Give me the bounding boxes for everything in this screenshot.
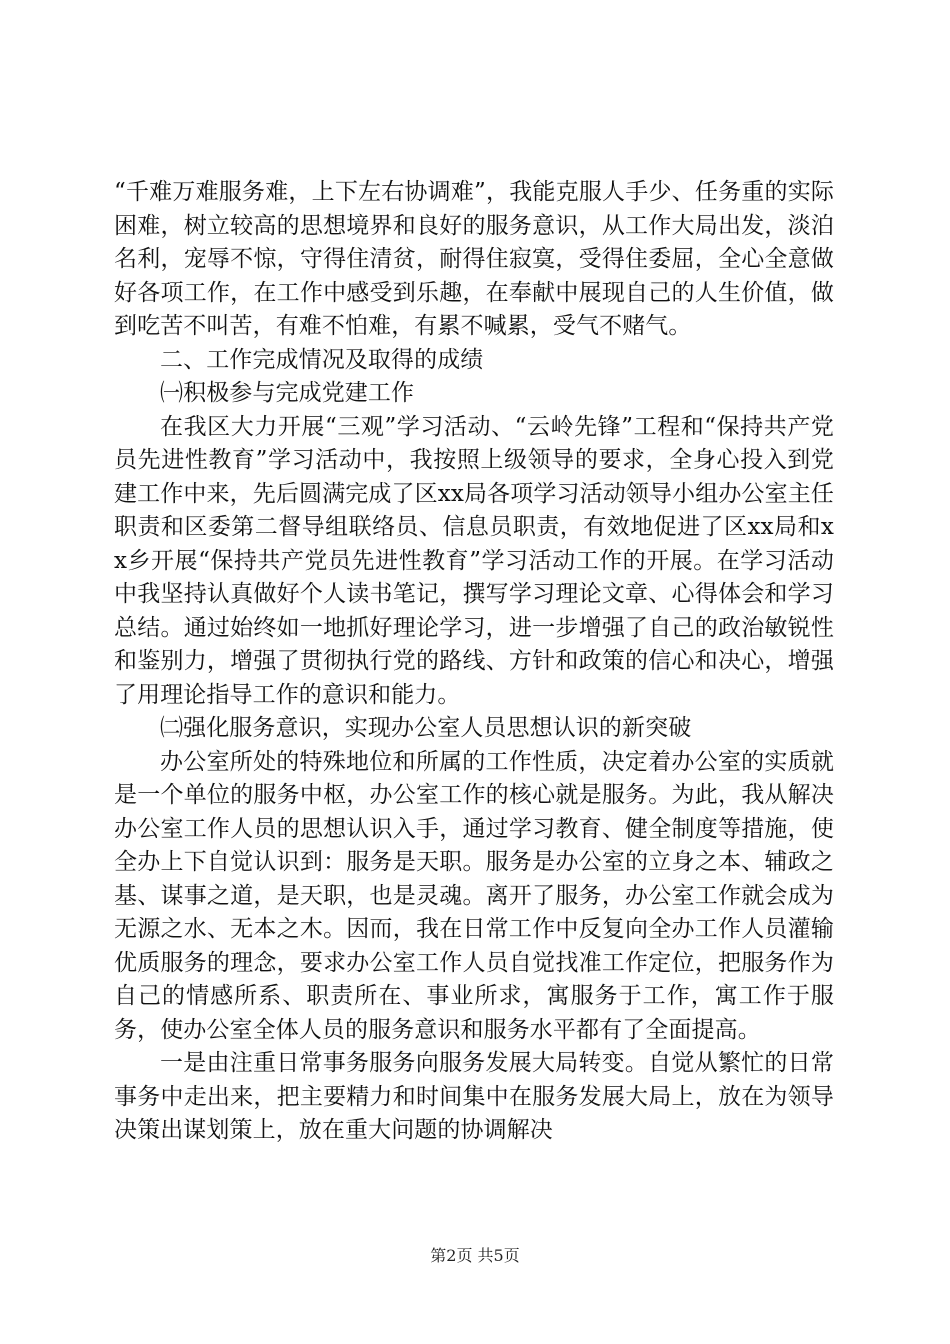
document-body xyxy=(114,176,834,1148)
subsection-heading-service-awareness: ㈡强化服务意识，实现办公室人员思想认识的新突破 xyxy=(160,715,692,741)
section-heading-work-results: 二、工作完成情况及取得的成绩 xyxy=(160,346,484,373)
paragraph-continuation: “千难万难服务难，上下左右协调难”，我能克服人手少、任务重的实际困难，树立较高的思想境界和良好的服务意识，从工作大局出发，淡泊名利，宠辱不惊，守得住清贫，耐得住寂寞，受得住委屈，全心全意做好各项工作，在工作中感受到乐趣，在奉献中展现自己的人生价值，做到吃苦不叫苦，有难不怕难，有累不喊累，受气不赌气。 xyxy=(114,179,834,339)
paragraph-party-building: 在我区大力开展“三观”学习活动、“云岭先锋”工程和“保持共产党员先进性教育”学习活动中，我按照上级领导的要求，全身心投入到党建工作中来，先后圆满完成了区xx局各项学习活动领导小组办公室主任职责和区委第二督导组联络员、信息员职责，有效地促进了区xx局和xx乡开展“保持共产党员先进性教育”学习活动工作的开展。在学习活动中我坚持认真做好个人读书笔记，撰写学习理论文章、心得体会和学习总结。通过始终如一地抓好理论学习，进一步增强了自己的政治敏锐性和鉴别力，增强了贯彻执行党的路线、方针和政策的信心和决心，增强了用理论指导工作的意识和能力。 xyxy=(114,413,834,708)
page-footer: 第2页 共5页 xyxy=(430,1246,520,1265)
subsection-heading-party-building: ㈠积极参与完成党建工作 xyxy=(160,380,415,406)
paragraph-overall-development: 一是由注重日常事务服务向服务发展大局转变。自觉从繁忙的日常事务中走出来，把主要精力和时间集中在服务发展大局上，放在为领导决策出谋划策上，放在重大问题的协调解决 xyxy=(114,1050,834,1143)
paragraph-service-awareness: 办公室所处的特殊地位和所属的工作性质，决定着办公室的实质就是一个单位的服务中枢，办公室工作的核心就是服务。为此，我从解决办公室工作人员的思想认识入手，通过学习教育、健全制度等措施，使全办上下自觉认识到：服务是天职。服务是办公室的立身之本、辅政之基、谋事之道，是天职，也是灵魂。离开了服务，办公室工作就会成为无源之水、无本之木。因而，我在日常工作中反复向全办工作人员灌输优质服务的理念，要求办公室工作人员自觉找准工作定位，把服务作为自己的情感所系、职责所在、事业所求，寓服务于工作，寓工作于服务，使办公室全体人员的服务意识和服务水平都有了全面提高。 xyxy=(114,748,834,1043)
